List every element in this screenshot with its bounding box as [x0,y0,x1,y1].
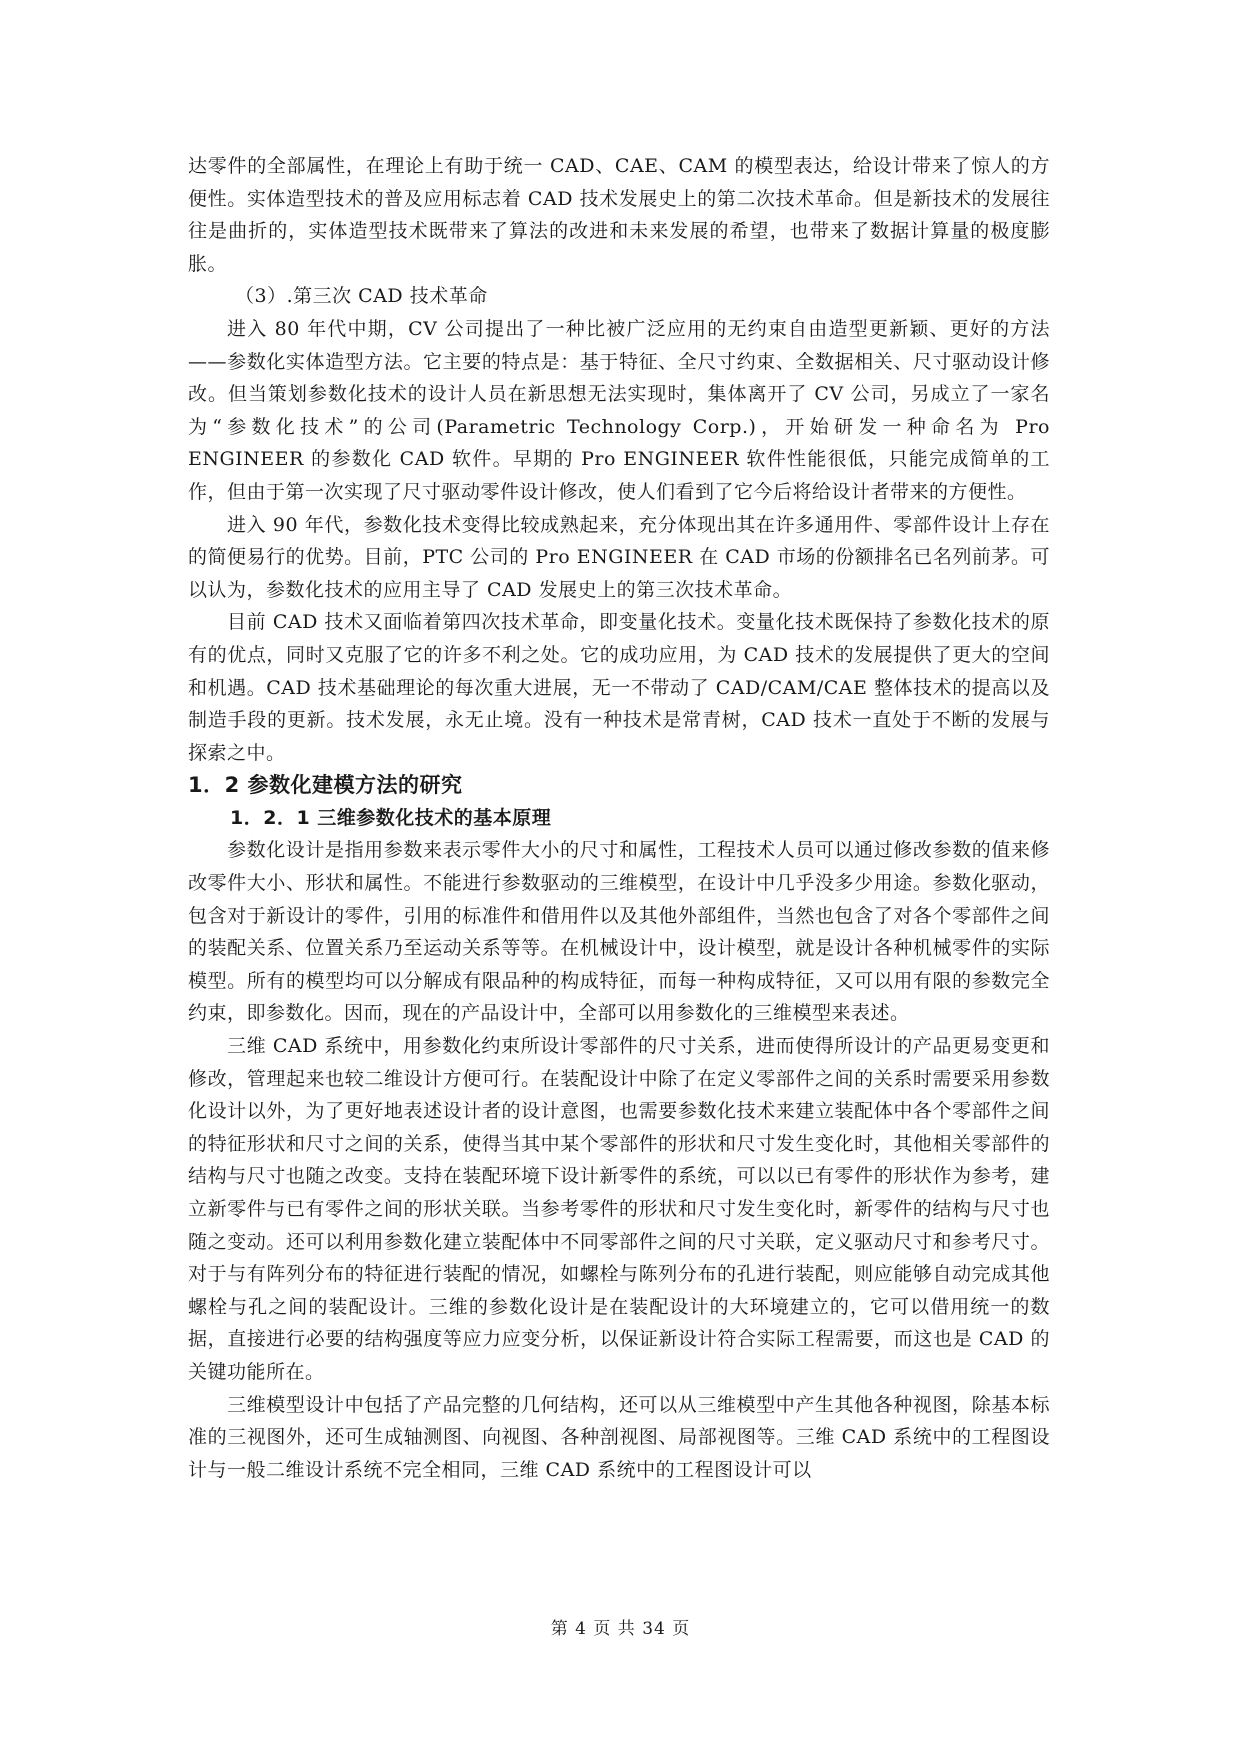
paragraph-3d-views: 三维模型设计中包括了产品完整的几何结构，还可以从三维模型中产生其他各种视图，除基本标准的三视图外，还可生成轴测图、向视图、各种剖视图、局部视图等。三维 CAD 系统中的工程图设计与一般二维设计系统不完全相同，三维 CAD 系统中的工程图设计可以 [188,1393,1050,1481]
paragraph-parametric-definition: 参数化设计是指用参数来表示零件大小的尺寸和属性，工程技术人员可以通过修改参数的值来修改零件大小、形状和属性。不能进行参数驱动的三维模型，在设计中几乎没多少用途。参数化驱动，包含对于新设计的零件，引用的标准件和借用件以及其他外部组件，当然也包含了对各个零部件之间的装配关系、位置关系乃至运动关系等等。在机械设计中，设计模型，就是设计各种机械零件的实际模型。所有的模型均可以分解成有限品种的构成特征，而每一种构成特征，又可以用有限的参数完全约束，即参数化。因而，现在的产品设计中，全部可以用参数化的三维模型来表述。 [188,839,1050,1025]
section-heading-1-2: 1．2 参数化建模方法的研究 [188,773,463,798]
paragraph-parametric-origin: 进入 80 年代中期，CV 公司提出了一种比被广泛应用的无约束自由造型更新颖、更好的方法——参数化实体造型方法。它主要的特点是：基于特征、全尺寸约束、全数据相关、尺寸驱动设计修改。但当策划参数化技术的设计人员在新思想无法实现时，集体离开了 CV 公司，另成立了一家名为“参数化技术”的公司(Parametric Technology Corp.)，开始研发一种命名为 Pro ENGINEER 的参数化 CAD 软件。早期的 Pro ENGINEER 软件性能很低，只能完成简单的工作，但由于第一次实现了尺寸驱动零件设计修改，使人们看到了它今后将给设计者带来的方便性。 [188,317,1050,503]
page-body [188,150,1050,1486]
paragraph-solid-modeling-end: 达零件的全部属性，在理论上有助于统一 CAD、CAE、CAM 的模型表达，给设计带来了惊人的方便性。实体造型技术的普及应用标志着 CAD 技术发展史上的第二次技术革命。但是新技术的发展往往是曲折的，实体造型技术既带来了算法的改进和未来发展的希望，也带来了数据计算量的极度膨胀。 [188,155,1050,275]
subsection-heading-1-2-1: 1．2．1 三维参数化技术的基本原理 [230,806,552,829]
page-number-footer: 第 4 页 共 34 页 [550,1619,691,1639]
subheading-third-cad-revolution: （3）.第三次 CAD 技术革命 [235,285,488,308]
paragraph-assembly-parametric: 三维 CAD 系统中，用参数化约束所设计零部件的尺寸关系，进而使得所设计的产品更易变更和修改，管理起来也较二维设计方便可行。在装配设计中除了在定义零部件之间的关系时需要采用参数化设计以外，为了更好地表述设计者的设计意图，也需要参数化技术来建立装配体中各个零部件之间的特征形状和尺寸之间的关系，使得当其中某个零部件的形状和尺寸发生变化时，其他相关零部件的结构与尺寸也随之改变。支持在装配环境下设计新零件的系统，可以以已有零件的形状作为参考，建立新零件与已有零件之间的形状关联。当参考零件的形状和尺寸发生变化时，新零件的结构与尺寸也随之变动。还可以利用参数化建立装配体中不同零部件之间的尺寸关联，定义驱动尺寸和参考尺寸。对于与有阵列分布的特征进行装配的情况，如螺栓与陈列分布的孔进行装配，则应能够自动完成其他螺栓与孔之间的装配设计。三维的参数化设计是在装配设计的大环境建立的，它可以借用统一的数据，直接进行必要的结构强度等应力应变分析，以保证新设计符合实际工程需要，而这也是 CAD 的关键功能所在。 [188,1035,1050,1383]
paragraph-90s-parametric: 进入 90 年代，参数化技术变得比较成熟起来，充分体现出其在许多通用件、零部件设计上存在的简便易行的优势。目前，PTC 公司的 Pro ENGINEER 在 CAD 市场的份额排名已名列前茅。可以认为，参数化技术的应用主导了 CAD 发展史上的第三次技术革命。 [188,513,1050,601]
paragraph-variational-tech: 目前 CAD 技术又面临着第四次技术革命，即变量化技术。变量化技术既保持了参数化技术的原有的优点，同时又克服了它的许多不利之处。它的成功应用，为 CAD 技术的发展提供了更大的空间和机遇。CAD 技术基础理论的每次重大进展，无一不带动了 CAD/CAM/CAE 整体技术的提高以及制造手段的更新。技术发展，永无止境。没有一种技术是常青树，CAD 技术一直处于不断的发展与探索之中。 [188,611,1050,764]
